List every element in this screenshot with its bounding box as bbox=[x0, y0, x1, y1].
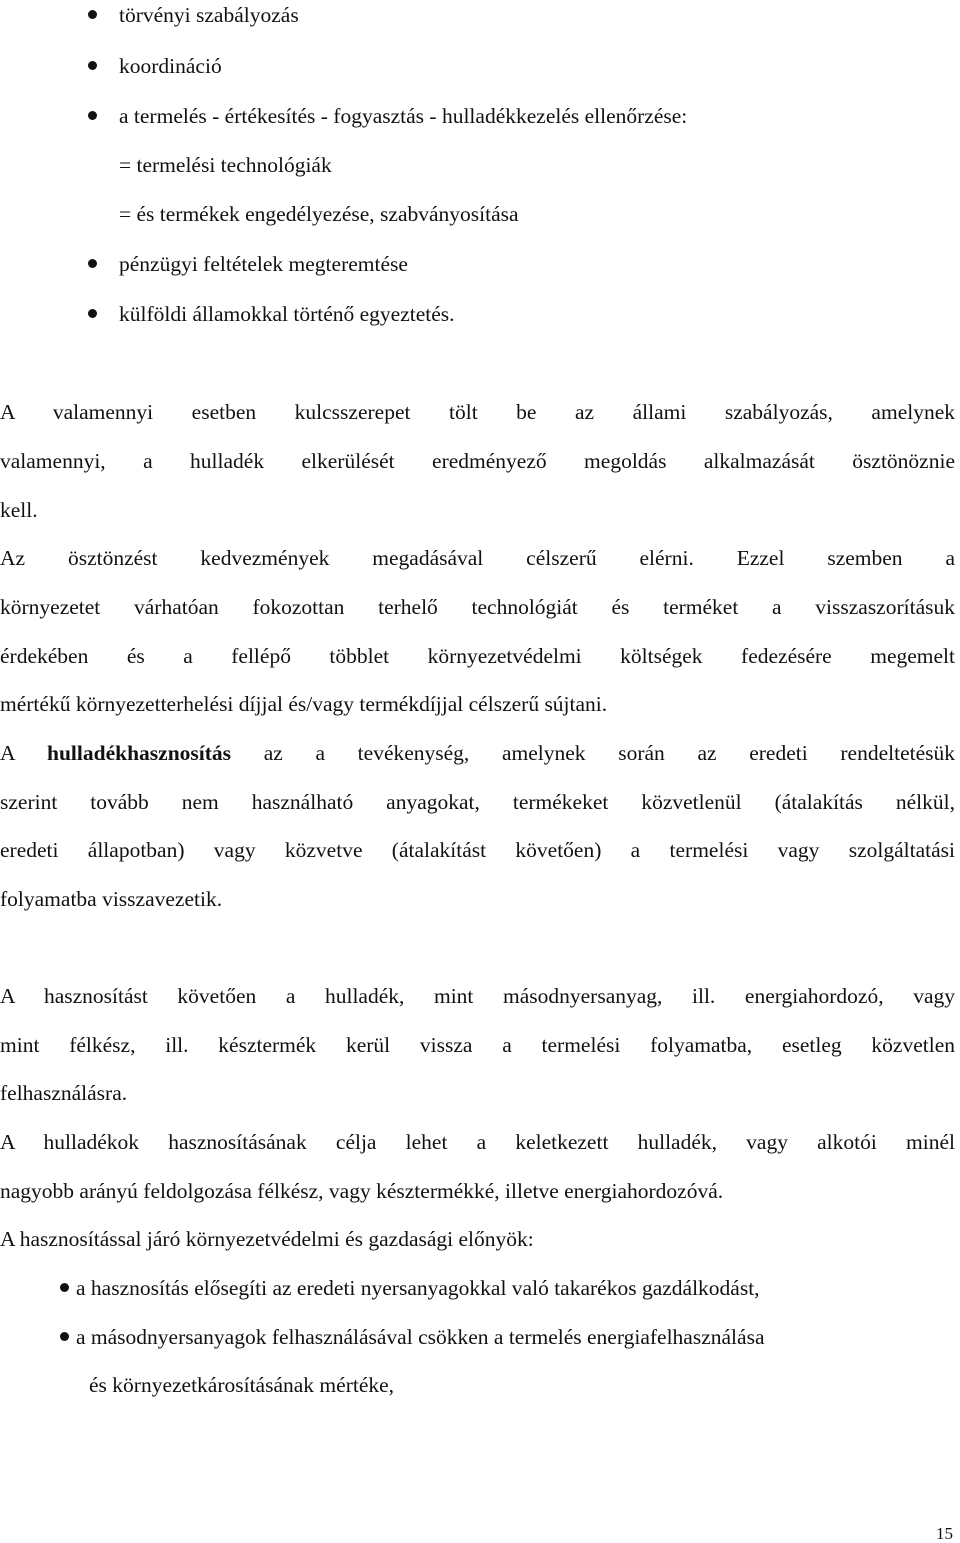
list-item: a másodnyersanyagok felhasználásával csökken a termelés energiafelhasználása bbox=[76, 1325, 765, 1349]
sub-item: = és termékek engedélyezése, szabványosítása bbox=[119, 202, 519, 226]
text-line: A hasznosítást követően a hulladék, mint másodnyersanyag, ill. energiahordozó, vagy bbox=[0, 984, 955, 1008]
text-line: nagyobb arányú feldolgozása félkész, vagy késztermékké, illetve energiahordozóvá. bbox=[0, 1179, 724, 1203]
bold-term: hulladékhasznosítás bbox=[47, 741, 232, 765]
text-line: A valamennyi esetben kulcsszerepet tölt be az állami szabályozás, amelynek bbox=[0, 400, 955, 424]
text-line: mértékű környezetterhelési díjjal és/vagy termékdíjjal célszerű sújtani. bbox=[0, 692, 608, 716]
list-item: pénzügyi feltételek megteremtése bbox=[119, 252, 408, 276]
text-line: felhasználásra. bbox=[0, 1081, 128, 1105]
text-line: környezetet várhatóan fokozottan terhelő technológiát és terméket a visszaszorításuk bbox=[0, 595, 955, 619]
text-line: folyamatba visszavezetik. bbox=[0, 887, 223, 911]
bullet-icon bbox=[88, 309, 97, 318]
text-line: A hulladékok hasznosításának célja lehet a keletkezett hulladék, vagy alkotói minél bbox=[0, 1130, 955, 1154]
bullet-icon bbox=[60, 1332, 69, 1341]
list-item: külföldi államokkal történő egyeztetés. bbox=[119, 302, 455, 326]
text-line: kell. bbox=[0, 498, 38, 522]
text-line: érdekében és a fellépő többlet környezetvédelmi költségek fedezésére megemelt bbox=[0, 644, 955, 668]
text-line: mint félkész, ill. késztermék kerül vissza a termelési folyamatba, esetleg közvetlen bbox=[0, 1033, 955, 1057]
bullet-icon bbox=[88, 61, 97, 70]
list-item: koordináció bbox=[119, 54, 222, 78]
sub-item: = termelési technológiák bbox=[119, 153, 332, 177]
text-line: eredeti állapotban) vagy közvetve (átalakítást követően) a termelési vagy szolgáltatási bbox=[0, 838, 955, 862]
bullet-icon bbox=[88, 259, 97, 268]
text-line: szerint tovább nem használható anyagokat, termékeket közvetlenül (átalakítás nélkül, bbox=[0, 790, 955, 814]
list-item: törvényi szabályozás bbox=[119, 3, 299, 27]
list-item: a hasznosítás elősegíti az eredeti nyersanyagokkal való takarékos gazdálkodást, bbox=[76, 1276, 760, 1300]
text-line: Az ösztönzést kedvezmények megadásával célszerű elérni. Ezzel szemben a bbox=[0, 546, 955, 570]
bullet-icon bbox=[88, 10, 97, 19]
list-item-continuation: és környezetkárosításának mértéke, bbox=[89, 1373, 395, 1397]
paragraph: A hasznosítással járó környezetvédelmi és gazdasági előnyök: bbox=[0, 1227, 534, 1251]
text-line bbox=[0, 743, 955, 765]
text-line: valamennyi, a hulladék elkerülését eredményező megoldás alkalmazását ösztönöznie bbox=[0, 449, 955, 473]
page-number: 15 bbox=[936, 1524, 953, 1543]
list-item: a termelés - értékesítés - fogyasztás - hulladékkezelés ellenőrzése: bbox=[119, 104, 688, 128]
bullet-icon bbox=[88, 111, 97, 120]
bullet-icon bbox=[60, 1283, 69, 1292]
text-prefix: A bbox=[0, 741, 15, 765]
text-rest: az a tevékenység, amelynek során az eredeti rendeltetésük bbox=[263, 741, 955, 765]
